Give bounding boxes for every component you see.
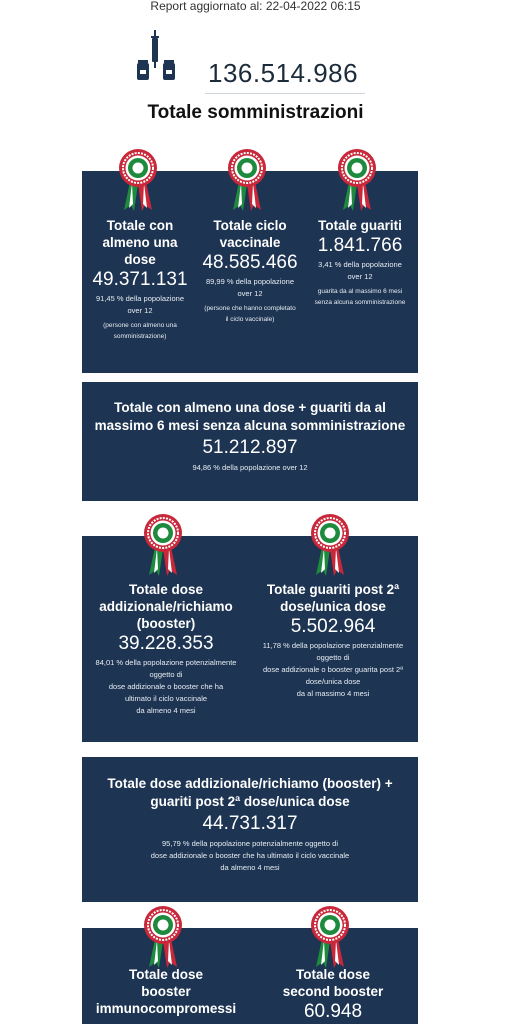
- panel-description-line: da almeno 4 mesi: [220, 863, 280, 872]
- report-date: Report aggiornato al: 22-04-2022 06:15: [150, 0, 361, 13]
- card-second-booster: [252, 966, 414, 1023]
- card-description-line: 89,99 % della popolazione: [206, 277, 294, 286]
- rosette-icon: [227, 148, 267, 212]
- total-administrations-value: 136.514.986: [208, 58, 359, 88]
- card-title-line: Totale dose: [128, 582, 203, 597]
- card-title: [306, 217, 414, 234]
- card-title-line: (booster): [136, 616, 196, 631]
- rosette-icon: [118, 148, 158, 212]
- panel-description-line: 94,86 % della popolazione over 12: [192, 463, 308, 472]
- panel-dose-plus-guariti: [82, 382, 418, 501]
- total-administrations-label: Totale somministrazioni: [147, 102, 364, 123]
- panel-title-line: Totale con almeno una dose + guariti da al: [114, 400, 386, 415]
- card-title-line: addizionale/richiamo: [99, 599, 233, 614]
- card-title-line: second booster: [282, 984, 384, 999]
- card-description-line: oggetto di: [149, 670, 183, 679]
- card-title: [86, 966, 246, 1017]
- card-note-line: (persone che hanno completato: [204, 305, 296, 312]
- card-title-line: immunocompromessi: [95, 1001, 237, 1016]
- rosette-icon: [143, 905, 183, 969]
- card-description-line: da al massimo 4 mesi: [296, 689, 370, 698]
- card-title: [86, 581, 246, 632]
- card-description: [306, 259, 414, 283]
- syringe-vials-icon: [136, 30, 180, 84]
- panel-title-line: guariti post 2ª dose/unica dose: [150, 794, 350, 809]
- rosette-icon: [310, 513, 350, 577]
- card-description-line: over 12: [127, 306, 153, 315]
- card-ciclo-vaccinale: [196, 217, 304, 325]
- card-title-line: Totale dose: [295, 967, 370, 982]
- card-description: [252, 640, 414, 700]
- card-note-line: senza alcuna somministrazione: [314, 299, 406, 306]
- panel-value: 51.212.897: [202, 437, 298, 458]
- panel-title: [82, 399, 418, 435]
- card-almeno-una-dose: [86, 217, 194, 342]
- rosette-icon: [310, 905, 350, 969]
- card-title-line: Totale guariti post 2ª: [266, 582, 400, 597]
- card-booster-immunocompromessi: [86, 966, 246, 1017]
- card-note: [306, 286, 414, 308]
- card-description-line: dose addizionale o booster guarita post 2ª: [263, 665, 403, 674]
- rosette-icon: [337, 148, 377, 212]
- card-description-line: da almeno 4 mesi: [136, 706, 196, 715]
- divider: [205, 93, 365, 94]
- card-description-line: 3,41 % della popolazione: [318, 260, 402, 269]
- card-note: [86, 320, 194, 342]
- card-value: 48.585.466: [202, 252, 298, 273]
- card-description-line: 84,01 % della popolazione potenzialmente: [95, 658, 237, 667]
- card-title-line: Totale dose: [128, 967, 203, 982]
- card-title: [252, 581, 414, 615]
- panel-title: [82, 775, 418, 811]
- panel-title-line: Totale dose addizionale/richiamo (booster) +: [107, 776, 393, 791]
- card-description-line: oggetto di: [316, 653, 350, 662]
- card-value: 5.502.964: [290, 616, 376, 637]
- card-note-line: il ciclo vaccinale): [225, 316, 275, 323]
- card-title: [196, 217, 304, 251]
- card-description-line: dose addizionale o booster che ha: [108, 682, 224, 691]
- card-description-line: 11,78 % della popolazione potenzialmente: [262, 641, 404, 650]
- panel-value: 44.731.317: [202, 813, 298, 834]
- card-title: [252, 966, 414, 1000]
- card-title-line: Totale con: [106, 218, 174, 233]
- card-value: 60.948: [303, 1001, 363, 1022]
- card-title-line: dose: [124, 252, 156, 267]
- card-value: 1.841.766: [317, 235, 403, 256]
- card-value: 39.228.353: [118, 633, 214, 654]
- card-description-line: over 12: [347, 272, 373, 281]
- card-description: [196, 276, 304, 300]
- card-title: [86, 217, 194, 268]
- card-guariti-post-dose: [252, 581, 414, 700]
- card-title-line: vaccinale: [219, 235, 281, 250]
- card-note-line: somministrazione): [113, 333, 167, 340]
- panel-description: [82, 838, 418, 874]
- card-title-line: booster: [141, 984, 191, 999]
- card-value: 49.371.131: [92, 269, 188, 290]
- card-booster: [86, 581, 246, 717]
- card-title-line: almeno una: [102, 235, 178, 250]
- panel-booster-plus-guariti: [82, 757, 418, 902]
- card-note-line: guarita da al massimo 6 mesi: [317, 288, 403, 295]
- card-description-line: over 12: [237, 289, 263, 298]
- card-description-line: dose/unica dose: [305, 677, 361, 686]
- card-description: [86, 657, 246, 717]
- card-guariti: [306, 217, 414, 308]
- total-administrations-block: [136, 30, 376, 90]
- card-title-line: Totale guariti: [318, 218, 402, 233]
- rosette-icon: [143, 513, 183, 577]
- card-note: [196, 303, 304, 325]
- card-title-line: dose/unica dose: [280, 599, 386, 614]
- panel-description-line: 95,79 % della popolazione potenzialmente oggetto di: [162, 839, 338, 848]
- card-note-line: (persone con almeno una: [103, 322, 177, 329]
- panel-description-line: dose addizionale o booster che ha ultimato il ciclo vaccinale: [150, 851, 350, 860]
- card-description-line: 91,45 % della popolazione: [96, 294, 184, 303]
- panel-description: [82, 462, 418, 474]
- card-description: [86, 293, 194, 317]
- card-description-line: ultimato il ciclo vaccinale: [124, 694, 208, 703]
- card-title-line: Totale ciclo: [213, 218, 287, 233]
- panel-title-line: massimo 6 mesi senza alcuna somministrazione: [94, 418, 406, 433]
